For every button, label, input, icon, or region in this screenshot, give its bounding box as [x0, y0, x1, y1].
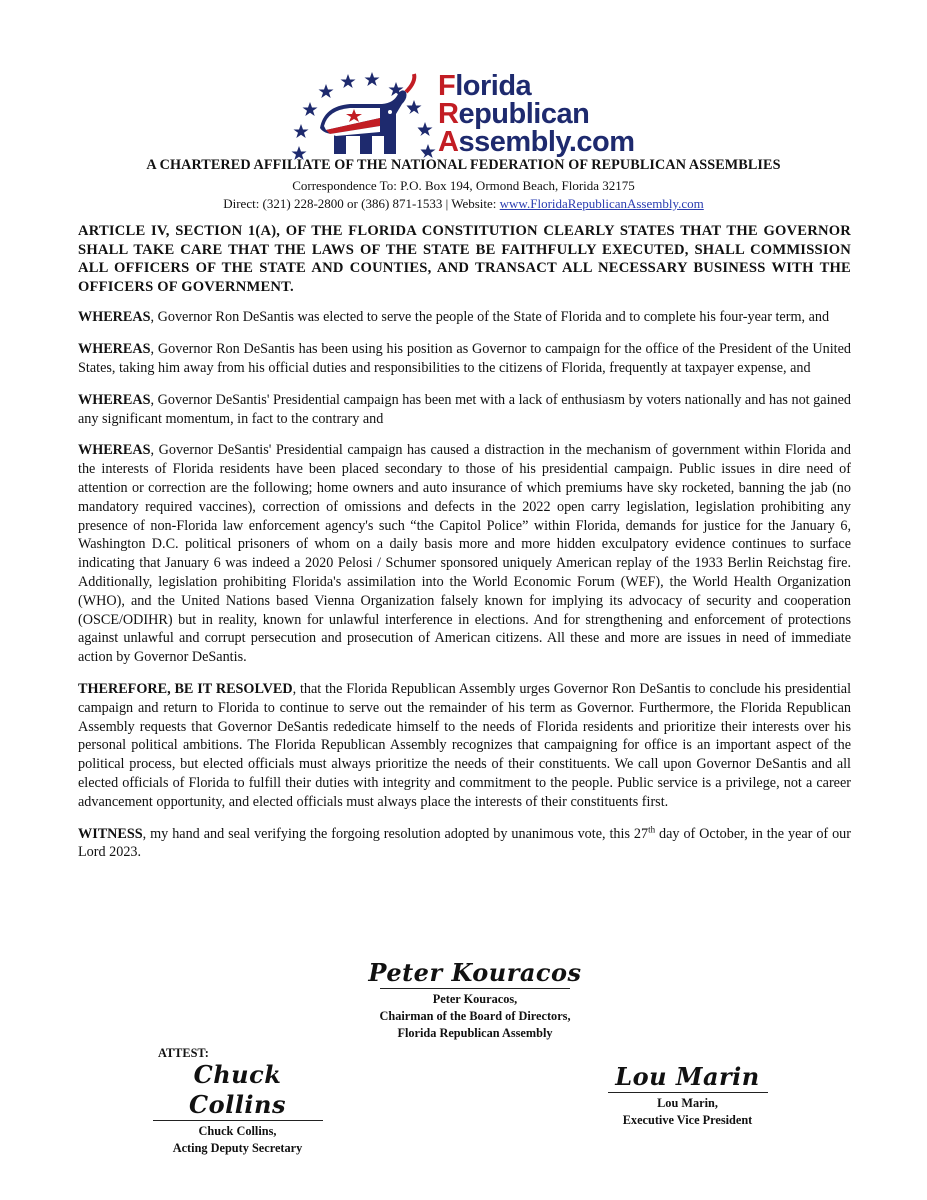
organization-logo	[290, 70, 650, 162]
secretary-name: Chuck Collins,	[198, 1124, 277, 1138]
elephant-with-stars-icon	[290, 70, 440, 162]
resolution-body	[78, 222, 851, 875]
witness-text-end: day of October, in the year of our Lord 2023.	[78, 825, 851, 861]
vice-president-title: Executive Vice President	[622, 1113, 753, 1127]
logo-wordmark	[438, 72, 635, 156]
paragraph-lead: WHEREAS	[78, 309, 151, 326]
witness-paragraph	[78, 825, 851, 863]
website-link[interactable]: www.FloridaRepublicanAssembly.com	[499, 196, 704, 211]
paragraph-lead: WHEREAS	[78, 442, 151, 459]
chairman-title: Chairman of the Board of Directors,	[379, 1009, 571, 1023]
chairman-organization: Florida Republican Assembly	[397, 1026, 553, 1040]
logo-wordmark-line2-cap: R	[438, 98, 459, 130]
attest-label: ATTEST:	[158, 1046, 209, 1060]
ordinal-suffix: th	[648, 823, 656, 834]
chairman-signature: Peter Kouracos	[368, 958, 582, 987]
whereas-paragraph-2	[78, 340, 851, 378]
chairman-name: Peter Kouracos,	[432, 992, 518, 1006]
logo-wordmark-line2: epublican	[458, 98, 590, 130]
chairman-signature-block	[360, 958, 590, 1042]
logo-wordmark-line1: lorida	[455, 70, 532, 102]
secretary-title: Acting Deputy Secretary	[172, 1141, 303, 1155]
paragraph-lead: THEREFORE, BE IT RESOLVED	[78, 680, 293, 697]
secretary-signature-block	[150, 1060, 325, 1157]
paragraph-text: , Governor DeSantis' Presidential campaign has been met with a lack of enthusiasm by voters nationally and has not gained any significant momentum, in fact to the contrary and	[78, 391, 851, 427]
logo-wordmark-line3-cap: A	[438, 126, 459, 158]
paragraph-text: , Governor Ron DeSantis was elected to serve the people of the State of Florida and to complete his four-year term, and	[150, 309, 830, 326]
logo-wordmark-line1-cap: F	[438, 70, 456, 102]
witness-text: , my hand and seal verifying the forgoing resolution adopted by unanimous vote, this 27	[142, 825, 649, 842]
logo-wordmark-line3: ssembly.com	[458, 126, 635, 158]
vice-president-signature-block	[600, 1062, 775, 1129]
vice-president-name: Lou Marin,	[657, 1096, 718, 1110]
vice-president-signature: Lou Marin	[615, 1062, 760, 1091]
paragraph-lead: WHEREAS	[78, 341, 151, 358]
signature-line	[380, 988, 570, 989]
paragraph-text: , Governor DeSantis' Presidential campaign has caused a distraction in the mechanism of government within Florida and the interests of Florida residents have been placed secondary to those of his presidential campaign. Public issues in dire need of attention or correction are the following; home owners and auto insurance of which premiums have sky rocketed, banning the jab (no mandatory required vaccines), correction of omissions and defects in the 2022 open carry legislation, legislation prohibiting any presence of non-Florida law enforcement agency's such “the Capitol Police” within Florida, demands for justice for the January 6, Washington D.C. political prisoners of whom on a daily basis more and more hidden exculpatory evidence continues to surface indicating that January 6 was indeed a 2020 Pelosi / Schumer sponsored uniquely American replay of the 1933 Berlin Reichstag fire. Additionally, legislation prohibiting Florida's assimilation into the World Economic Forum (WEF), the World Health Organization (WHO), and the United Nations based Vienna Organization falsely known for implying its advocacy of security and cooperation (OSCE/ODIHR) but in reality, known for unlawful interference in elections. And for strengthening and enforcement of protections against unlawful and corrupt persecution and prosecution of American citizens. All these and more are issues in need of immediate action by Governor DeSantis.	[78, 442, 851, 666]
phone-numbers: Direct: (321) 228-2800 or (386) 871-1533 | Website:	[223, 196, 500, 211]
paragraph-text: , that the Florida Republican Assembly urges Governor Ron DeSantis to conclude his presidential campaign and return to Florida to continue to serve out the remainder of his term as Governor. Furthermore, the Florida Republican Assembly requests that Governor DeSantis rededicate himself to the needs of Florida residents and prioritize their interests over his personal political ambitions. The Florida Republican Assembly recognizes that campaigning for office is an important aspect of the political process, but elected officials must always prioritize the needs of their constituents. We call upon Governor DeSantis and all elected officials of Florida to fulfill their duties with integrity and commitment to the people. Public service is a privilege, not a career advancement opportunity, and elected officials must always place the interests of their constituents first.	[78, 680, 852, 810]
article-heading: ARTICLE IV, SECTION 1(A), OF THE FLORIDA CONSTITUTION CLEARLY STATES THAT THE GOVERNOR SHALL TAKE CARE THAT THE LAWS OF THE STATE BE FAITHFULLY EXECUTED, SHALL COMMISSION ALL OFFICERS OF THE STATE AND COUNTIES, AND TRANSACT ALL NECESSARY BUSINESS WITH THE OFFICERS OF GOVERNMENT.	[78, 223, 851, 295]
whereas-paragraph-1	[78, 308, 851, 327]
paragraph-lead: WITNESS	[78, 825, 143, 842]
correspondence-address: Correspondence To: P.O. Box 194, Ormond Beach, Florida 32175	[292, 178, 635, 193]
whereas-paragraph-3	[78, 391, 851, 429]
paragraph-text: , Governor Ron DeSantis has been using his position as Governor to campaign for the office of the President of the United States, taking him away from his official duties and responsibilities to the citizens of Florida, frequently at taxpayer expense, and	[78, 341, 851, 376]
signature-line	[608, 1092, 768, 1093]
secretary-signature: Chuck Collins	[189, 1060, 286, 1119]
signature-line	[153, 1120, 323, 1121]
whereas-paragraph-4	[78, 441, 851, 667]
paragraph-lead: WHEREAS	[78, 391, 151, 408]
affiliate-heading: A CHARTERED AFFILIATE OF THE NATIONAL FEDERATION OF REPUBLICAN ASSEMBLIES	[146, 157, 781, 173]
contact-line	[0, 196, 927, 212]
resolved-paragraph	[78, 680, 851, 812]
